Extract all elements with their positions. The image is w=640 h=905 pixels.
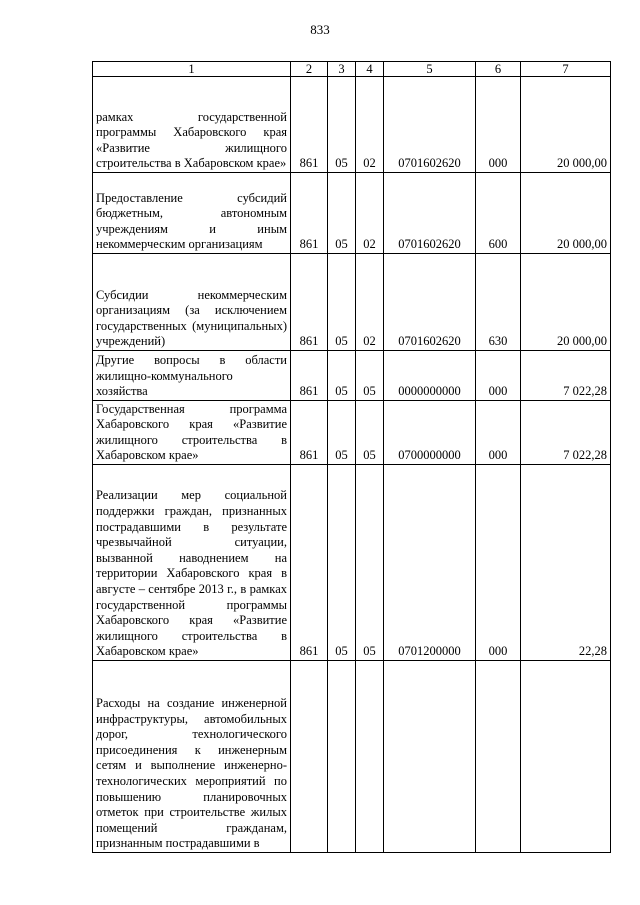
row-section-code: 05 bbox=[328, 77, 356, 173]
row-expense-type: 000 bbox=[476, 77, 521, 173]
header-col-6: 6 bbox=[476, 62, 521, 77]
header-row bbox=[93, 62, 611, 77]
table-row bbox=[93, 173, 611, 254]
table-row bbox=[93, 661, 611, 853]
row-expense-type: 000 bbox=[476, 401, 521, 465]
row-description: Расходы на создание инженерной инфраструктуры, автомобильных дорог, технологического присоединения к инженерным сетям и выполнение инженерно-технологических мероприятий по повышению планировочных отметок при строительстве жилых помещений гражданам, признанным пострадавшими в bbox=[93, 661, 291, 853]
table-row bbox=[93, 465, 611, 661]
row-ministry-code: 861 bbox=[291, 401, 328, 465]
row-amount: 7 022,28 bbox=[521, 401, 611, 465]
row-section-code bbox=[328, 661, 356, 853]
row-target-article: 0000000000 bbox=[384, 351, 476, 401]
row-subsection-code: 05 bbox=[356, 401, 384, 465]
row-subsection-code: 05 bbox=[356, 465, 384, 661]
row-expense-type: 600 bbox=[476, 173, 521, 254]
table-row bbox=[93, 77, 611, 173]
budget-table bbox=[92, 61, 611, 853]
page-number: 833 bbox=[310, 22, 330, 37]
header-col-5: 5 bbox=[384, 62, 476, 77]
row-amount: 20 000,00 bbox=[521, 173, 611, 254]
row-amount: 22,28 bbox=[521, 465, 611, 661]
row-amount: 20 000,00 bbox=[521, 254, 611, 351]
row-target-article bbox=[384, 661, 476, 853]
table-row bbox=[93, 254, 611, 351]
header-col-7: 7 bbox=[521, 62, 611, 77]
row-target-article: 0701200000 bbox=[384, 465, 476, 661]
header-col-1: 1 bbox=[93, 62, 291, 77]
row-subsection-code: 05 bbox=[356, 351, 384, 401]
row-subsection-code: 02 bbox=[356, 77, 384, 173]
header-col-2: 2 bbox=[291, 62, 328, 77]
row-target-article: 0700000000 bbox=[384, 401, 476, 465]
row-description: Государственная программа Хабаровского края «Развитие жилищного строительства в Хабаровском крае» bbox=[93, 401, 291, 465]
row-ministry-code bbox=[291, 661, 328, 853]
row-target-article: 0701602620 bbox=[384, 254, 476, 351]
header-col-3: 3 bbox=[328, 62, 356, 77]
row-description: Другие вопросы в области жилищно-коммунального хозяйства bbox=[93, 351, 291, 401]
row-expense-type: 630 bbox=[476, 254, 521, 351]
row-subsection-code: 02 bbox=[356, 173, 384, 254]
row-ministry-code: 861 bbox=[291, 465, 328, 661]
row-section-code: 05 bbox=[328, 254, 356, 351]
table-row bbox=[93, 401, 611, 465]
row-subsection-code bbox=[356, 661, 384, 853]
row-target-article: 0701602620 bbox=[384, 77, 476, 173]
row-section-code: 05 bbox=[328, 401, 356, 465]
row-amount: 20 000,00 bbox=[521, 77, 611, 173]
row-subsection-code: 02 bbox=[356, 254, 384, 351]
row-description: Субсидии некоммерческим организациям (за исключением государственных (муниципальных) учреждений) bbox=[93, 254, 291, 351]
row-ministry-code: 861 bbox=[291, 254, 328, 351]
row-ministry-code: 861 bbox=[291, 173, 328, 254]
row-section-code: 05 bbox=[328, 173, 356, 254]
row-expense-type bbox=[476, 661, 521, 853]
table-row bbox=[93, 351, 611, 401]
row-expense-type: 000 bbox=[476, 465, 521, 661]
row-ministry-code: 861 bbox=[291, 351, 328, 401]
row-section-code: 05 bbox=[328, 351, 356, 401]
row-amount: 7 022,28 bbox=[521, 351, 611, 401]
header-col-4: 4 bbox=[356, 62, 384, 77]
row-amount bbox=[521, 661, 611, 853]
row-description: Предоставление субсидий бюджетным, автономным учреждениям и иным некоммерческим организациям bbox=[93, 173, 291, 254]
row-expense-type: 000 bbox=[476, 351, 521, 401]
row-section-code: 05 bbox=[328, 465, 356, 661]
row-description: рамках государственной программы Хабаровского края «Развитие жилищного строительства в Хабаровском крае» bbox=[93, 77, 291, 173]
row-target-article: 0701602620 bbox=[384, 173, 476, 254]
row-description: Реализации мер социальной поддержки граждан, признанных пострадавшими в результате чрезвычайной ситуации, вызванной наводнением на территории Хабаровского края в августе – сентябре 2013 г., в рамках государственной программы Хабаровского края «Развитие жилищного строительства в Хабаровском крае» bbox=[93, 465, 291, 661]
row-ministry-code: 861 bbox=[291, 77, 328, 173]
